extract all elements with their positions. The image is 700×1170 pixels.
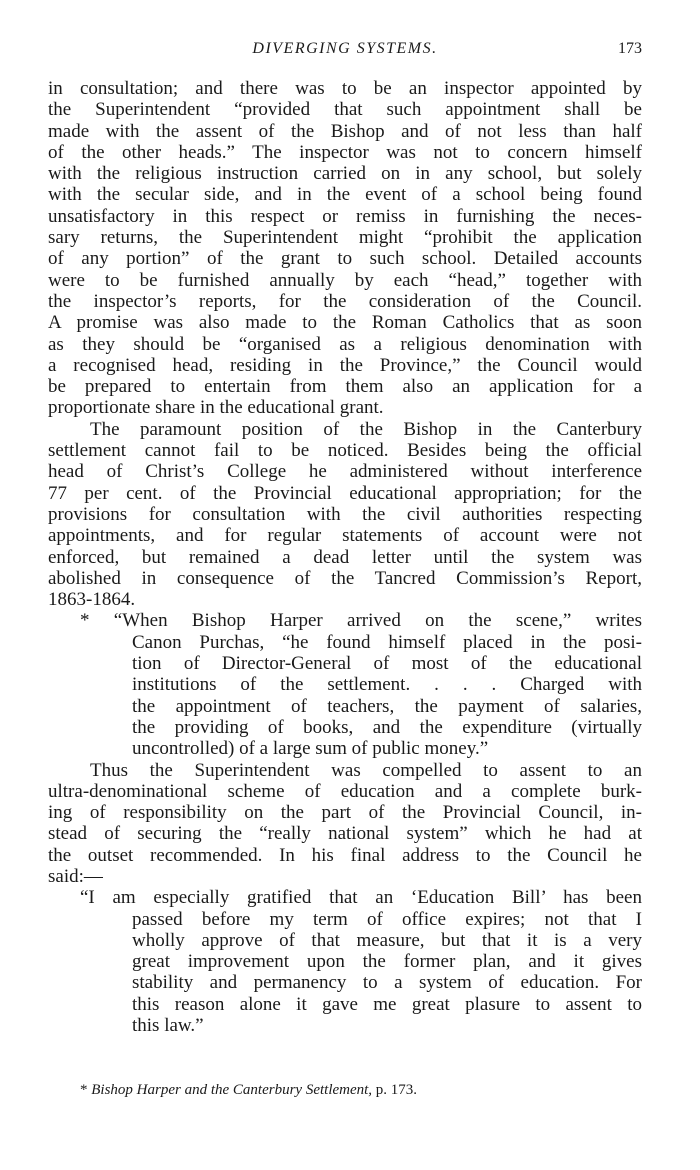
text-line: were to be furnished annually by each “head,” together with — [48, 269, 642, 291]
text-line: ing of responsibility on the part of the Provincial Council, in- — [48, 802, 642, 824]
quote-line: * “When Bishop Harper arrived on the scene,” writes — [80, 610, 642, 632]
quote-line: passed before my term of office expires; not that I — [132, 908, 642, 930]
quote-line: wholly approve of that measure, but that it is a very — [132, 929, 642, 951]
text-line: be prepared to entertain from them also an application for a — [48, 376, 642, 398]
text-line: the Superintendent “provided that such appointment shall be — [48, 99, 642, 121]
text-line: settlement cannot fail to be noticed. Besides being the official — [48, 440, 642, 462]
text-line: 77 per cent. of the Provincial educational appropriation; for the — [48, 482, 642, 504]
text-line: ultra-denominational scheme of education and a complete burk- — [48, 780, 642, 802]
text-line: The paramount position of the Bishop in the Canterbury — [90, 418, 642, 440]
quote-line: stability and permanency to a system of education. For — [132, 972, 642, 994]
quote-line: the appointment of teachers, the payment of salaries, — [132, 695, 642, 717]
text-line: unsatisfactory in this respect or remiss in furnishing the neces- — [48, 205, 642, 227]
text-line: A promise was also made to the Roman Catholics that as soon — [48, 312, 642, 334]
footnote — [80, 1082, 620, 1099]
quote-line: great improvement upon the former plan, and it gives — [132, 951, 642, 973]
text-line: of the other heads.” The inspector was not to concern himself — [48, 141, 642, 163]
footnote-title: Bishop Harper and the Canterbury Settlement, — [91, 1082, 373, 1098]
text-line: enforced, but remained a dead letter until the system was — [48, 546, 642, 568]
quote-line: this law.” — [132, 1015, 204, 1037]
text-line: with the secular side, and in the event of a school being found — [48, 184, 642, 206]
quote-line: tion of Director-General of most of the educational — [132, 653, 642, 675]
quote-line: institutions of the settlement. . . . Charged with — [132, 674, 642, 696]
text-line: stead of securing the “really national system” which he had at — [48, 823, 642, 845]
quote-line: “I am especially gratified that an ‘Education Bill’ has been — [80, 887, 642, 909]
text-line: the inspector’s reports, for the consideration of the Council. — [48, 290, 642, 312]
page-header — [48, 40, 642, 64]
quote-line: uncontrolled) of a large sum of public money.” — [132, 738, 489, 760]
text-line: 1863-1864. — [48, 589, 136, 611]
page-number: 173 — [618, 40, 642, 57]
text-line: sary returns, the Superintendent might “prohibit the application — [48, 227, 642, 249]
quote-line: this reason alone it gave me great plasure to assent to — [132, 993, 642, 1015]
text-line: the outset recommended. In his final address to the Council he — [48, 844, 642, 866]
text-line: proportionate share in the educational grant. — [48, 397, 384, 419]
text-line: appointments, and for regular statements of account were not — [48, 525, 642, 547]
text-line: Thus the Superintendent was compelled to assent to an — [90, 759, 642, 781]
text-line: as they should be “organised as a religious denomination with — [48, 333, 642, 355]
quote-line: Canon Purchas, “he found himself placed in the posi- — [132, 631, 642, 653]
text-line: of any portion” of the grant to such school. Detailed accounts — [48, 248, 642, 270]
text-line: provisions for consultation with the civil authorities respecting — [48, 503, 642, 525]
quote-line: the providing of books, and the expenditure (virtually — [132, 716, 642, 738]
text-line: with the religious instruction carried on in any school, but solely — [48, 163, 642, 185]
text-line: in consultation; and there was to be an inspector appointed by — [48, 78, 642, 99]
text-line: made with the assent of the Bishop and of not less than half — [48, 120, 642, 142]
text-line: abolished in consequence of the Tancred Commission’s Report, — [48, 567, 642, 589]
text-line: said:— — [48, 865, 103, 887]
text-line: head of Christ’s College he administered without interference — [48, 461, 642, 483]
footnote-marker: * — [80, 1082, 88, 1098]
body-text — [48, 78, 642, 1036]
text-line: a recognised head, residing in the Province,” the Council would — [48, 354, 642, 376]
running-title: DIVERGING SYSTEMS. — [252, 40, 438, 57]
footnote-page-ref: p. 173. — [375, 1082, 418, 1098]
